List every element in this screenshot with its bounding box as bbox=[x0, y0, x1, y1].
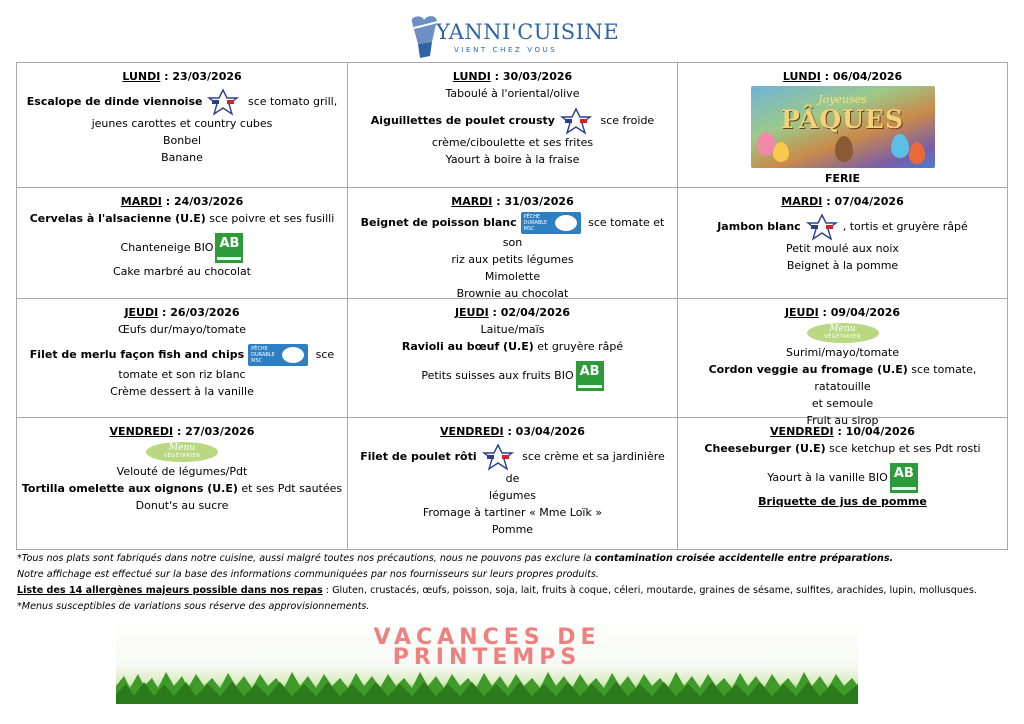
menu-cell-vendredi-2 bbox=[348, 418, 678, 549]
menu-line: Velouté de légumes/Pdt bbox=[116, 465, 248, 478]
banner-line-1: VACANCES DE bbox=[373, 625, 601, 650]
menu-line bbox=[21, 480, 343, 497]
main-dish: Cervelas à l'alsacienne (U.E) bbox=[29, 212, 206, 225]
day-heading bbox=[352, 193, 673, 210]
day-heading bbox=[682, 304, 1003, 321]
french-poultry-label-icon bbox=[206, 89, 240, 115]
dish-detail: sce crème et sa jardinière de bbox=[505, 450, 665, 485]
main-dish: Beignet de poisson blanc bbox=[360, 216, 517, 229]
dairy-item: Chanteneige BIO bbox=[120, 241, 214, 254]
menu-line bbox=[682, 214, 1003, 240]
day-date: : 07/04/2026 bbox=[822, 195, 904, 208]
menu-line bbox=[352, 108, 673, 134]
main-dish: Aiguillettes de poulet crousty bbox=[370, 114, 555, 127]
easter-script: Joyeuses bbox=[818, 93, 867, 106]
main-dish: Filet de poulet rôti bbox=[360, 450, 477, 463]
day-date: : 30/03/2026 bbox=[490, 70, 573, 83]
menu-line: Pomme bbox=[491, 523, 534, 536]
menu-line: Fromage à tartiner « Mme Loïk » bbox=[422, 506, 603, 519]
menu-cell-vendredi-1 bbox=[17, 418, 348, 549]
day-name: MARDI bbox=[451, 195, 493, 208]
msc-sustainable-fishing-icon: PÊCHE DURABLE MSC bbox=[248, 344, 308, 366]
french-pork-label-icon bbox=[805, 214, 839, 240]
note-allergens: Liste des 14 allergènes majeurs possible dans nos repas : Gluten, crustacés, œufs, poisson, soja, lait, fruits à coque, céleri, moutarde, graines de sésame, sulfites, arachides, lupin, mollusques. bbox=[17, 585, 977, 596]
egg-icon bbox=[891, 134, 909, 158]
day-heading bbox=[21, 68, 343, 85]
day-heading bbox=[682, 68, 1003, 85]
dish-detail: et gruyère râpé bbox=[533, 340, 624, 353]
menu-line bbox=[682, 463, 1003, 493]
menu-line: Crème dessert à la vanille bbox=[110, 385, 254, 398]
day-heading bbox=[682, 423, 1003, 440]
main-dish: Jambon blanc bbox=[717, 220, 801, 233]
menu-line: tomate et son riz blanc bbox=[118, 368, 246, 381]
day-name: LUNDI bbox=[452, 70, 491, 83]
organic-ab-icon: AB bbox=[890, 463, 918, 493]
day-heading bbox=[21, 423, 343, 440]
dairy-item: Yaourt à la vanille BIO bbox=[767, 471, 888, 484]
dish-detail: sce tomate et son bbox=[502, 216, 665, 249]
menu-line bbox=[352, 444, 673, 487]
menu-cell-lundi-1 bbox=[17, 63, 348, 188]
note-contamination: *Tous nos plats sont fabriqués dans notre cuisine, aussi malgré toutes nos précautions, nous ne pouvons pas exclure la contamination croisée accidentelle entre préparations. bbox=[17, 553, 894, 564]
bunny-icon bbox=[835, 136, 853, 162]
menu-cell-mardi-3 bbox=[678, 188, 1007, 299]
dish-detail: sce tomate, ratatouille bbox=[814, 363, 977, 393]
day-heading bbox=[352, 423, 673, 440]
day-name: LUNDI bbox=[782, 70, 821, 83]
egg-icon bbox=[773, 142, 789, 162]
menu-line: Donut's au sucre bbox=[135, 499, 229, 512]
menu-cell-mardi-2 bbox=[348, 188, 678, 299]
menu-line: Petit moulé aux noix bbox=[786, 242, 899, 255]
day-date: : 10/04/2026 bbox=[833, 425, 915, 438]
menu-grid bbox=[16, 62, 1008, 550]
menu-line bbox=[352, 212, 673, 251]
menu-cell-vendredi-3 bbox=[678, 418, 1007, 549]
french-poultry-label-icon bbox=[481, 444, 515, 470]
day-name: JEUDI bbox=[784, 306, 819, 319]
menu-cell-lundi-3 bbox=[678, 63, 1007, 188]
day-name: VENDREDI bbox=[109, 425, 174, 438]
day-date: : 06/04/2026 bbox=[820, 70, 903, 83]
day-name: MARDI bbox=[781, 195, 823, 208]
menu-line bbox=[21, 210, 343, 227]
menu-line: crème/ciboulette et ses frites bbox=[431, 136, 594, 149]
main-dish: Tortilla omelette aux oignons (U.E) bbox=[21, 482, 238, 495]
day-name: VENDREDI bbox=[440, 425, 504, 438]
day-name: MARDI bbox=[120, 195, 162, 208]
main-dish: Ravioli au bœuf (U.E) bbox=[401, 340, 534, 353]
menu-line bbox=[21, 89, 343, 115]
main-dish: Cheeseburger (U.E) bbox=[704, 442, 826, 455]
footer-notes bbox=[17, 551, 1017, 615]
menu-line: Yaourt à boire à la fraise bbox=[445, 153, 580, 166]
menu-line bbox=[352, 361, 673, 391]
vacances-banner bbox=[116, 620, 858, 704]
menu-line: jeunes carottes et country cubes bbox=[91, 117, 273, 130]
menu-line: Beignet à la pomme bbox=[786, 259, 899, 272]
dish-detail: sce poivre et ses fusilli bbox=[205, 212, 335, 225]
brand-name: YANNI'CUISINE bbox=[436, 20, 620, 44]
day-heading bbox=[21, 193, 343, 210]
day-heading bbox=[682, 193, 1003, 210]
dish-detail: sce bbox=[312, 348, 335, 361]
vegetarian-menu-icon: Menu VÉGÉTARIEN bbox=[146, 442, 218, 462]
menu-line: légumes bbox=[489, 489, 536, 502]
menu-line: riz aux petits légumes bbox=[451, 253, 574, 266]
menu-line: Fruit au sirop bbox=[806, 414, 879, 427]
menu-line: Briquette de jus de pomme bbox=[758, 495, 927, 508]
banner-line-2: PRINTEMPS bbox=[392, 645, 582, 670]
menu-line bbox=[682, 361, 1003, 395]
menu-cell-jeudi-2 bbox=[348, 299, 678, 418]
day-date: : 23/03/2026 bbox=[160, 70, 242, 83]
day-date: : 24/03/2026 bbox=[161, 195, 244, 208]
menu-cell-jeudi-1 bbox=[17, 299, 348, 418]
menu-line: et semoule bbox=[811, 397, 874, 410]
holiday-label: FERIE bbox=[824, 172, 861, 185]
menu-cell-mardi-1 bbox=[17, 188, 348, 299]
menu-line bbox=[21, 344, 343, 366]
menu-line: Brownie au chocolat bbox=[456, 287, 569, 300]
day-name: JEUDI bbox=[124, 306, 159, 319]
day-date: : 02/04/2026 bbox=[488, 306, 571, 319]
dairy-item: Petits suisses aux fruits BIO bbox=[421, 369, 574, 382]
main-dish: Cordon veggie au fromage (U.E) bbox=[708, 363, 908, 376]
dish-detail: et ses Pdt sautées bbox=[237, 482, 343, 495]
menu-line: Taboulé à l'oriental/olive bbox=[445, 87, 580, 100]
menu-line: Cake marbré au chocolat bbox=[112, 265, 251, 278]
dish-detail: , tortis et gruyère râpé bbox=[842, 220, 968, 233]
vegetarian-menu-icon: Menu VÉGÉTARIEN bbox=[807, 323, 879, 343]
menu-cell-jeudi-3 bbox=[678, 299, 1007, 427]
day-date: : 26/03/2026 bbox=[158, 306, 240, 319]
easter-title: PÂQUES bbox=[780, 105, 905, 134]
dish-detail: sce tomato grill, bbox=[244, 95, 338, 108]
menu-line: Bonbel bbox=[162, 134, 202, 147]
menu-line: Banane bbox=[161, 151, 203, 164]
day-date: : 09/04/2026 bbox=[818, 306, 901, 319]
organic-ab-icon: AB bbox=[576, 361, 604, 391]
day-heading bbox=[21, 304, 343, 321]
menu-line: Œufs dur/mayo/tomate bbox=[117, 323, 246, 336]
day-heading bbox=[352, 68, 673, 85]
menu-cell-lundi-2 bbox=[348, 63, 678, 188]
menu-line bbox=[352, 338, 673, 355]
day-name: VENDREDI bbox=[770, 425, 834, 438]
menu-line: Mimolette bbox=[484, 270, 541, 283]
brand-logo bbox=[408, 14, 618, 60]
organic-ab-icon: AB bbox=[215, 233, 243, 263]
dish-detail: sce ketchup et ses Pdt rosti bbox=[825, 442, 981, 455]
day-date: : 31/03/2026 bbox=[492, 195, 574, 208]
menu-line: Laitue/maïs bbox=[480, 323, 545, 336]
menu-line bbox=[682, 440, 1003, 457]
easter-banner bbox=[751, 86, 935, 168]
note-supplier-info: Notre affichage est effectué sur la base des informations communiquées par nos fournisseurs sur leurs propres produits. bbox=[17, 569, 599, 580]
main-dish: Escalope de dinde viennoise bbox=[26, 95, 203, 108]
day-name: LUNDI bbox=[122, 70, 161, 83]
egg-icon bbox=[757, 132, 775, 156]
french-poultry-label-icon bbox=[559, 108, 593, 134]
day-heading bbox=[352, 304, 673, 321]
menu-line: Surimi/mayo/tomate bbox=[786, 346, 899, 359]
menu-line bbox=[21, 233, 343, 263]
main-dish: Filet de merlu façon fish and chips bbox=[29, 348, 245, 361]
brand-tagline: VIENT CHEZ VOUS bbox=[454, 46, 558, 54]
msc-sustainable-fishing-icon: PÊCHE DURABLE MSC bbox=[521, 212, 581, 234]
grass-decoration bbox=[116, 670, 858, 704]
day-date: : 03/04/2026 bbox=[503, 425, 585, 438]
day-date: : 27/03/2026 bbox=[173, 425, 255, 438]
note-variations: *Menus susceptibles de variations sous réserve des approvisionnements. bbox=[17, 601, 370, 612]
egg-icon bbox=[909, 142, 925, 164]
dish-detail: sce froide bbox=[596, 114, 655, 127]
day-name: JEUDI bbox=[454, 306, 489, 319]
